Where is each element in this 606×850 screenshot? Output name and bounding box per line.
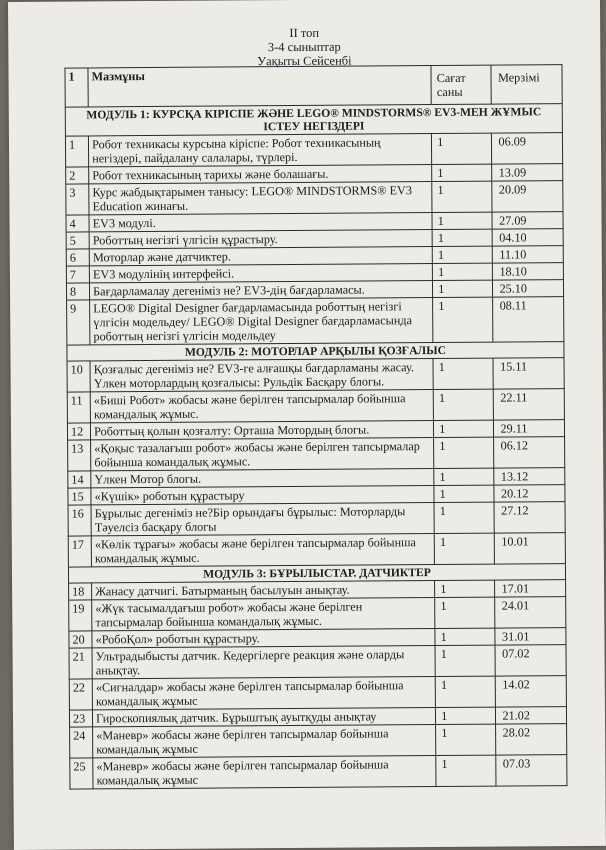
row-date: 14.02 — [495, 676, 567, 707]
row-date: 20.09 — [491, 181, 563, 212]
module-heading-row — [65, 104, 562, 136]
document-page — [8, 0, 606, 850]
row-hours: 1 — [434, 468, 493, 485]
row-date: 31.01 — [494, 628, 566, 645]
row-hours: 1 — [434, 485, 493, 502]
row-date: 22.11 — [493, 389, 565, 420]
row-date: 27.12 — [494, 502, 566, 533]
row-topic: Гироскопиялық датчик. Бұрыштық ауытқуды анықтау — [93, 708, 436, 727]
row-date: 15.11 — [493, 358, 565, 389]
grades-line: 3-4 сыныптар — [267, 39, 341, 55]
row-topic: «Сигналдар» жобасы және берілген тапсырмалар бойынша командалық жұмыс — [92, 677, 435, 710]
schedule-table — [64, 64, 567, 789]
row-topic: EV3 модулінің интерфейсі. — [89, 264, 432, 283]
header-hours: Сағат саны — [431, 65, 491, 104]
row-topic: EV3 модулі. — [89, 213, 432, 232]
row-date: 29.11 — [493, 420, 565, 437]
row-number: 4 — [66, 215, 89, 232]
row-date: 21.02 — [495, 707, 567, 724]
row-number: 22 — [69, 679, 92, 710]
row-hours: 1 — [433, 263, 492, 280]
row-topic: LEGO® Digital Designer бағдарламасында роботтың негізгі үлгісін модельдеу/ LEGO® Digital Designer бағдарламасында роботтың негізгі үлгісін модельдеу — [90, 298, 433, 345]
row-number: 10 — [67, 361, 90, 392]
row-number: 3 — [66, 184, 89, 215]
row-number: 25 — [70, 758, 93, 789]
row-hours: 1 — [432, 164, 491, 181]
row-hours: 1 — [432, 229, 491, 246]
row-date: 11.10 — [492, 246, 564, 263]
row-number: 6 — [66, 249, 89, 266]
row-hours: 1 — [436, 724, 496, 755]
row-date: 04.10 — [492, 229, 564, 246]
row-number: 12 — [67, 423, 90, 440]
row-hours: 1 — [435, 676, 495, 707]
header-date: Мерзімі — [490, 65, 562, 104]
row-topic: «Маневр» жобасы және берілген тапсырмалар бойынша командалық жұмыс — [93, 725, 436, 758]
row-date: 07.02 — [495, 645, 567, 676]
row-topic: Роботтың қолын қозғалту: Орташа Мотордың блогы. — [91, 421, 434, 440]
table-row — [70, 755, 567, 789]
row-topic: Қозғалыс дегеніміз не? EV3-ге алғашқы бағдарламаны жасау. Үлкен моторлардың қозғалысы: Рульдік Басқару блогы. — [90, 359, 433, 392]
module-title: МОДУЛЬ 3: БҰРЫЛЫСТАР. ДАТЧИКТЕР — [68, 564, 565, 583]
row-date: 27.09 — [492, 212, 564, 229]
table-row — [69, 597, 566, 631]
table-row — [69, 676, 566, 710]
row-number: 19 — [69, 600, 92, 631]
table-row — [68, 533, 565, 567]
row-hours: 1 — [436, 755, 496, 786]
row-topic: Ультрадыбысты датчик. Кедергілерге реакция және оларды анықтау. — [92, 646, 435, 679]
row-number: 15 — [68, 488, 91, 505]
table-row — [69, 645, 566, 679]
row-hours: 1 — [435, 580, 494, 597]
row-date: 24.01 — [494, 597, 566, 628]
header-content: Мазмұны — [88, 66, 431, 107]
row-topic: Бағдарламалау дегеніміз не? EV3-дің бағдарламасы. — [90, 281, 433, 300]
row-hours: 1 — [432, 181, 492, 212]
row-topic: Роботтың негізгі үлгісін құрастыру. — [89, 230, 432, 249]
row-date: 13.12 — [493, 468, 565, 485]
table-header-row — [65, 65, 562, 107]
row-topic: «Күшік» роботын құрастыру — [91, 486, 434, 505]
row-hours: 1 — [433, 389, 493, 420]
row-number: 9 — [67, 300, 90, 345]
table-row — [65, 133, 562, 167]
row-number: 18 — [69, 583, 92, 600]
table-row — [70, 724, 567, 758]
row-hours: 1 — [433, 358, 493, 389]
row-topic: «Қоқыс тазалағыш робот» жобасы және берілген тапсырмалар бойынша командалық жұмыс. — [91, 438, 434, 471]
row-date: 10.01 — [494, 533, 566, 564]
row-hours: 1 — [433, 280, 492, 297]
row-number: 21 — [69, 648, 92, 679]
row-topic: «Көлік тұрағы» жобасы және берілген тапсырмалар бойынша командалық жұмыс. — [91, 534, 434, 567]
row-date: 06.09 — [491, 133, 563, 164]
row-hours: 1 — [434, 437, 494, 468]
row-hours: 1 — [433, 297, 493, 342]
row-date: 28.02 — [495, 724, 567, 755]
row-hours: 1 — [436, 707, 495, 724]
row-date: 20.12 — [493, 485, 565, 502]
row-topic: Бұрылыс дегеніміз не?Бір орындағы бұрылыс: Моторларды Тәуелсіз басқару блогы — [91, 503, 434, 536]
row-number: 14 — [68, 471, 91, 488]
row-number: 23 — [69, 710, 92, 727]
row-topic: «Биші Робот» жобасы және берілген тапсырмалар бойынша командалық жұмыс. — [90, 390, 433, 423]
table-row — [67, 389, 564, 423]
row-date: 08.11 — [492, 297, 564, 342]
row-date: 18.10 — [492, 263, 564, 280]
row-hours: 1 — [435, 628, 494, 645]
group-title: II топ — [289, 25, 320, 41]
row-hours: 1 — [435, 645, 495, 676]
row-number: 20 — [69, 631, 92, 648]
module-title: МОДУЛЬ 1: КУРСҚА КІРІСПЕ ЖӘНЕ LEGO® MINDSTORMS® EV3-МЕН ЖҰМЫС ІСТЕУ НЕГІЗДЕРІ — [65, 104, 562, 136]
row-number: 11 — [67, 392, 90, 423]
row-number: 8 — [66, 283, 89, 300]
row-number: 5 — [66, 232, 89, 249]
row-date: 06.12 — [493, 437, 565, 468]
row-topic: «Маневр» жобасы және берілген тапсырмалар бойынша командалық жұмыс — [93, 756, 436, 789]
row-hours: 1 — [435, 597, 495, 628]
row-hours: 1 — [432, 133, 492, 164]
row-date: 13.09 — [491, 164, 563, 181]
row-topic: «РобоҚол» роботын құрастыру. — [92, 629, 435, 648]
table-row — [67, 297, 564, 345]
table-row — [68, 437, 565, 471]
row-hours: 1 — [434, 420, 493, 437]
row-number: 24 — [70, 727, 93, 758]
row-number: 16 — [68, 505, 91, 536]
time-line: Уақыты Сейсенбі — [257, 53, 352, 69]
row-number: 7 — [66, 266, 89, 283]
module-title: МОДУЛЬ 2: МОТОРЛАР АРҚЫЛЫ ҚОЗҒАЛЫС — [67, 342, 564, 361]
document-header — [8, 0, 600, 70]
table-row — [68, 502, 565, 536]
row-hours: 1 — [432, 246, 491, 263]
row-number: 2 — [66, 167, 89, 184]
row-hours: 1 — [434, 502, 494, 533]
row-topic: Жанасу датчигі. Батырманың басылуын анықтау. — [92, 581, 435, 600]
row-number: 1 — [65, 136, 88, 167]
row-hours: 1 — [432, 212, 491, 229]
table-row — [66, 181, 563, 215]
row-date: 07.03 — [495, 755, 567, 786]
row-topic: Үлкен Мотор блогы. — [91, 469, 434, 488]
row-date: 25.10 — [492, 280, 564, 297]
row-topic: Робот техникасының тарихы және болашағы. — [89, 165, 432, 184]
row-topic: Курс жабдықтарымен танысу: LEGO® MINDSTORMS® EV3 Education жинағы. — [89, 182, 432, 215]
row-date: 17.01 — [494, 580, 566, 597]
header-num: 1 — [65, 68, 88, 107]
row-topic: «Жүк тасымалдағыш робот» жобасы және берілген тапсырмалар бойынша командалық жұмыс. — [92, 598, 435, 631]
row-hours: 1 — [434, 533, 494, 564]
row-number: 13 — [68, 440, 91, 471]
row-topic: Моторлар және датчиктер. — [89, 247, 432, 266]
row-topic: Робот техникасы курсына кіріспе: Робот техникасының негіздері, пайдалану салалары, түрлері. — [89, 134, 432, 167]
row-number: 17 — [68, 536, 91, 567]
table-row — [67, 358, 564, 392]
